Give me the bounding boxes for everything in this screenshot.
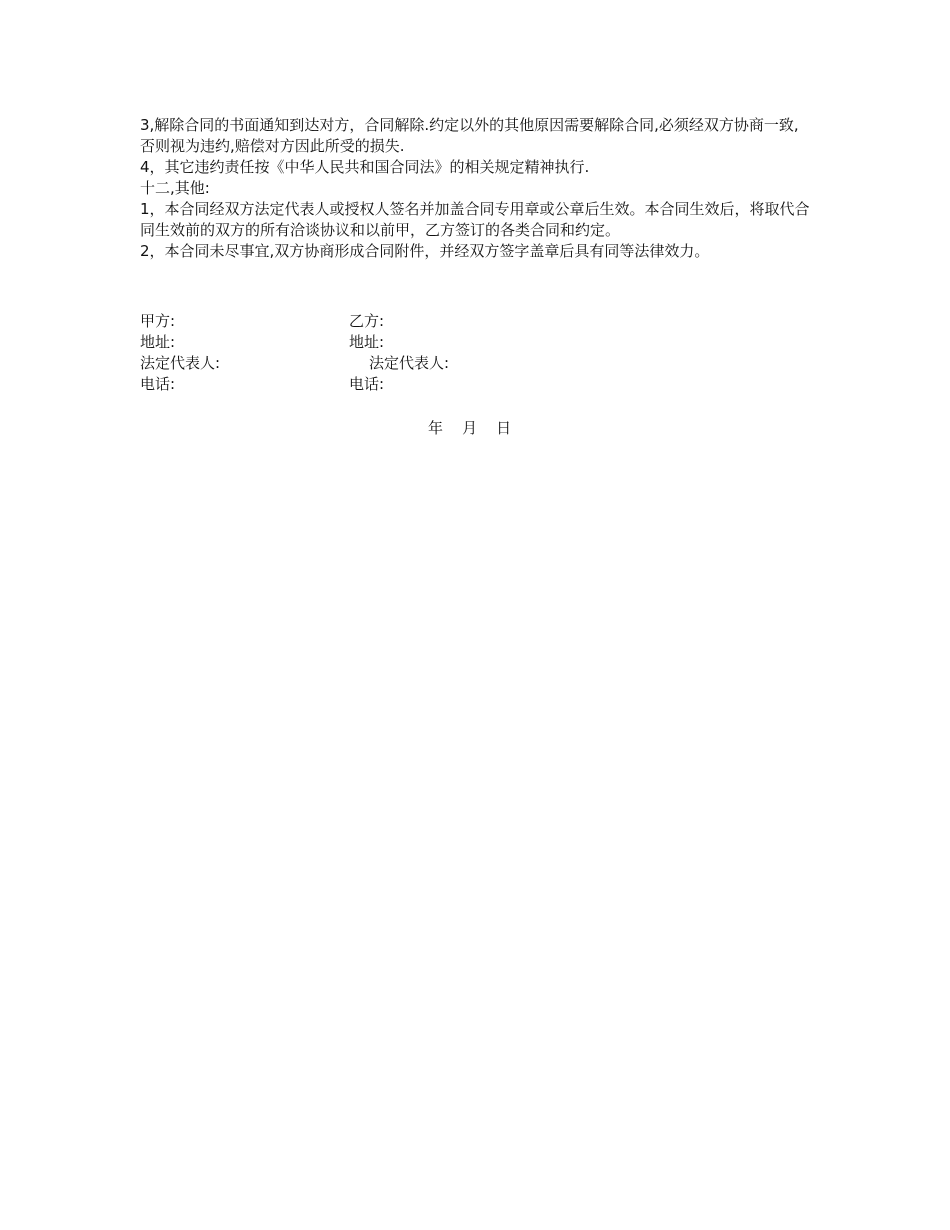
party-b-phone-label: 电话: — [349, 375, 385, 393]
party-a-address-label: 地址: — [140, 333, 176, 351]
signature-block — [140, 311, 812, 395]
party-b-label: 乙方: — [349, 312, 385, 330]
clause-other-liability: 4，其它违约责任按《中华人民共和国合同法》的相关规定精神执行. — [140, 158, 590, 176]
party-a-representative-label: 法定代表人: — [140, 354, 221, 372]
clause-effectiveness: 1，本合同经双方法定代表人或授权人签名并加盖合同专用章或公章后生效。本合同生效后，将取代合同生效前的双方的所有洽谈协议和以前甲，乙方签订的各类合同和约定。 — [140, 200, 810, 239]
clause-termination-notice: 3,解除合同的书面通知到达对方，合同解除.约定以外的其他原因需要解除合同,必须经双方协商一致,否则视为违约,赔偿对方因此所受的损失. — [140, 116, 799, 155]
party-b-representative-label: 法定代表人: — [369, 354, 450, 372]
contract-clauses — [140, 115, 812, 262]
section-heading-other: 十二,其他: — [140, 179, 210, 197]
signature-row-phone — [140, 374, 812, 395]
signature-row-address — [140, 332, 812, 353]
party-a-label: 甲方: — [140, 312, 176, 330]
clause-supplementary: 2，本合同未尽事宜,双方协商形成合同附件，并经双方签字盖章后具有同等法律效力。 — [140, 242, 710, 260]
party-a-phone-label: 电话: — [140, 375, 176, 393]
signing-date-line: 年 月 日 — [428, 419, 512, 437]
signature-row-party — [140, 311, 812, 332]
party-b-address-label: 地址: — [349, 333, 385, 351]
signature-row-representative — [140, 353, 812, 374]
